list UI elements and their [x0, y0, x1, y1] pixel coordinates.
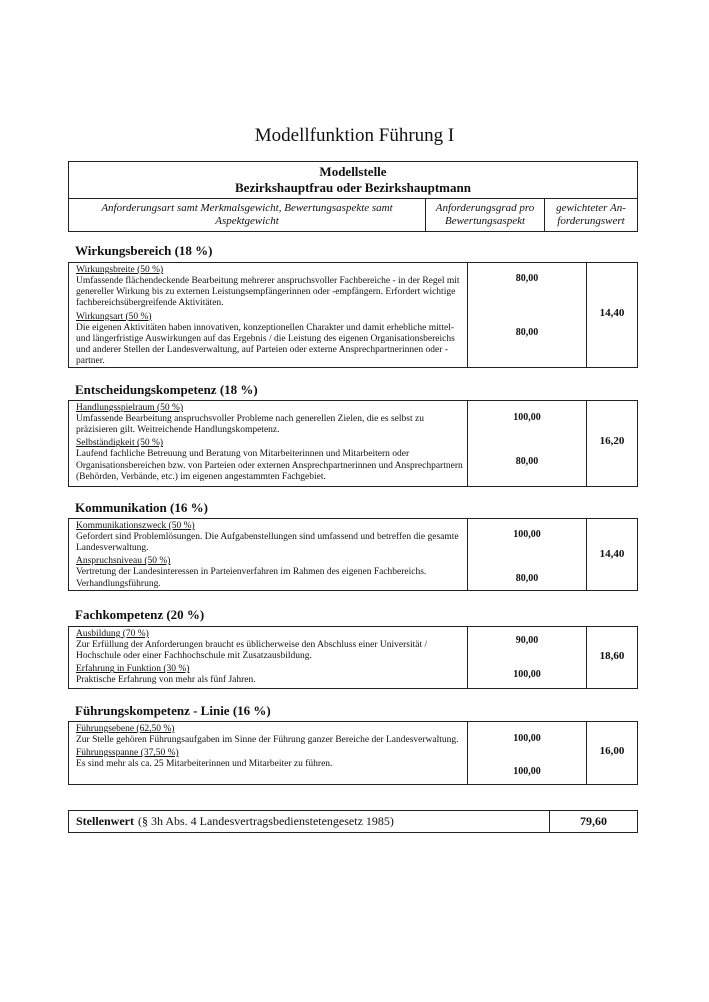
criterion-name: Führungsspanne (37,50 %) — [76, 748, 179, 759]
weighted-value: 14,40 — [599, 307, 625, 319]
column-header-requirement: Anforderungsart samt Merkmalsgewicht, Bewertungsaspekte samt Aspektgewicht — [69, 199, 426, 231]
total-table — [68, 810, 638, 833]
grade-value: 90,00 — [515, 635, 539, 646]
grade-value: 80,00 — [515, 456, 539, 467]
section-table-fuehrungskompetenz — [68, 721, 638, 785]
criterion-description: Vertretung der Landesinteressen in Parteienverfahren im Rahmen des eigenen Fachbereichs. Verhandlungsführung. — [76, 567, 427, 589]
criterion — [76, 629, 467, 662]
criterion-description: Umfassende flächendeckende Bearbeitung mehrerer anspruchsvoller Fachbereiche - in der Regel mit genereller Wirkung bis zu externen Leistungsempfängerinnen oder -empfängern. Erfordert wichtige fachbereichsübergreifende Aktivitäten. — [76, 276, 460, 309]
criteria-column — [69, 263, 468, 367]
criterion — [76, 403, 467, 436]
criterion-name: Wirkungsbreite (50 %) — [76, 265, 164, 275]
grade-column — [468, 722, 587, 784]
grade-value: 100,00 — [513, 529, 541, 540]
grade-value: 100,00 — [513, 733, 541, 744]
position-header — [69, 162, 637, 199]
weighted-value: 14,40 — [599, 548, 625, 560]
criterion-name: Anspruchsniveau (50 %) — [76, 556, 171, 567]
criterion-name: Ausbildung (70 %) — [76, 629, 149, 639]
column-header-weighted: gewichteter An- forderungswert — [556, 202, 626, 227]
criterion — [76, 521, 467, 554]
grade-value: 80,00 — [515, 273, 539, 284]
criterion — [76, 664, 467, 686]
criterion-name: Handlungsspielraum (50 %) — [76, 403, 184, 413]
weighted-value: 16,20 — [599, 435, 625, 447]
criterion-name: Selbständigkeit (50 %) — [76, 438, 164, 449]
criterion-description: Gefordert sind Problemlösungen. Die Aufgabenstellungen sind umfassend und betreffen die gesamte Landesverwaltung. — [76, 532, 459, 554]
section-table-wirkungsbereich — [68, 262, 638, 368]
document-title: Modellfunktion Führung I — [254, 125, 455, 146]
column-header-grade: Anforderungsgrad pro Bewertungsaspekt — [426, 199, 545, 231]
criterion-description: Es sind mehr als ca. 25 Mitarbeiterinnen und Mitarbeiter zu führen. — [76, 759, 333, 770]
criterion-description: Praktische Erfahrung von mehr als fünf Jahren. — [76, 675, 256, 686]
section-table-entscheidungskompetenz — [68, 400, 638, 487]
criteria-column — [69, 519, 468, 590]
weighted-column — [587, 401, 637, 486]
criteria-column — [69, 401, 468, 486]
weighted-column — [587, 263, 637, 367]
section-title-kommunikation: Kommunikation (16 %) — [75, 500, 208, 515]
weighted-column — [587, 722, 637, 784]
criterion-description: Laufend fachliche Betreuung und Beratung von Mitarbeiterinnen und Mitarbeitern oder Organisationsbereichen bzw. von Parteien oder externen Ansprechpartnerinnen und Ansprechpartnern (Behörden, Verbände, etc.) im eigenen angestammten Fachgebiet. — [76, 449, 463, 482]
criterion — [76, 748, 467, 770]
criterion-description: Zur Stelle gehören Führungsaufgaben im Sinne der Führung ganzer Bereiche der Landesverwaltung. — [76, 735, 459, 745]
grade-column — [468, 627, 587, 688]
criterion-name: Kommunikationszweck (50 %) — [76, 521, 195, 531]
criterion-name: Wirkungsart (50 %) — [76, 311, 152, 322]
criterion — [76, 556, 467, 589]
weighted-column — [587, 519, 637, 590]
total-label — [69, 811, 550, 832]
criterion — [76, 438, 467, 483]
grade-value: 80,00 — [515, 573, 539, 584]
header-table — [68, 161, 638, 232]
criterion — [76, 265, 467, 310]
section-table-kommunikation — [68, 518, 638, 591]
criterion — [76, 312, 467, 368]
section-title-entscheidungskompetenz: Entscheidungskompetenz (18 %) — [75, 382, 258, 397]
grade-value: 80,00 — [515, 327, 539, 338]
section-title-fachkompetenz: Fachkompetenz (20 %) — [75, 607, 205, 622]
criterion-description: Die eigenen Aktivitäten haben innovativen, konzeptionellen Charakter und damit erhebliche mittel- und längerfristige Auswirkungen auf das Ergebnis / die Leistung des eigenen Organisationsbereichs und anderer Stellen der Landesverwaltung, auf Parteien oder externe Ansprechpartnerinnen oder -partner. — [76, 322, 455, 367]
criterion-name: Führungsebene (62,50 %) — [76, 724, 175, 734]
criterion-description: Umfassende Bearbeitung anspruchsvoller Probleme nach generellen Zielen, die es selbst zu präzisieren gilt. Weitreichende Handlungskompetenz. — [76, 414, 424, 436]
position-label: Modellstelle — [319, 164, 387, 179]
criterion-name: Erfahrung in Funktion (30 %) — [76, 664, 190, 675]
total-value: 79,60 — [580, 814, 607, 828]
grade-value: 100,00 — [513, 669, 541, 680]
position-title: Bezirkshauptfrau oder Bezirkshauptmann — [235, 180, 471, 195]
section-table-fachkompetenz — [68, 626, 638, 689]
criteria-column — [69, 627, 468, 688]
grade-column — [468, 401, 587, 486]
criterion-description: Zur Erfüllung der Anforderungen braucht es üblicherweise den Abschluss einer Universität / Hochschule oder einer Fachhochschule mit Zusatzausbildung. — [76, 640, 428, 662]
criteria-column — [69, 722, 468, 784]
criterion — [76, 724, 467, 746]
section-title-wirkungsbereich: Wirkungsbereich (18 %) — [75, 243, 213, 258]
weighted-column — [587, 627, 637, 688]
grade-column — [468, 263, 587, 367]
total-label-reference: (§ 3h Abs. 4 Landesvertragsbedienstetengesetz 1985) — [137, 814, 394, 828]
section-title-fuehrungskompetenz: Führungskompetenz - Linie (16 %) — [75, 703, 271, 718]
weighted-value: 16,00 — [599, 745, 625, 757]
column-headers — [69, 199, 637, 231]
grade-value: 100,00 — [513, 766, 541, 777]
grade-value: 100,00 — [513, 412, 541, 423]
total-label-bold: Stellenwert — [76, 814, 134, 828]
grade-column — [468, 519, 587, 590]
weighted-value: 18,60 — [599, 650, 625, 662]
